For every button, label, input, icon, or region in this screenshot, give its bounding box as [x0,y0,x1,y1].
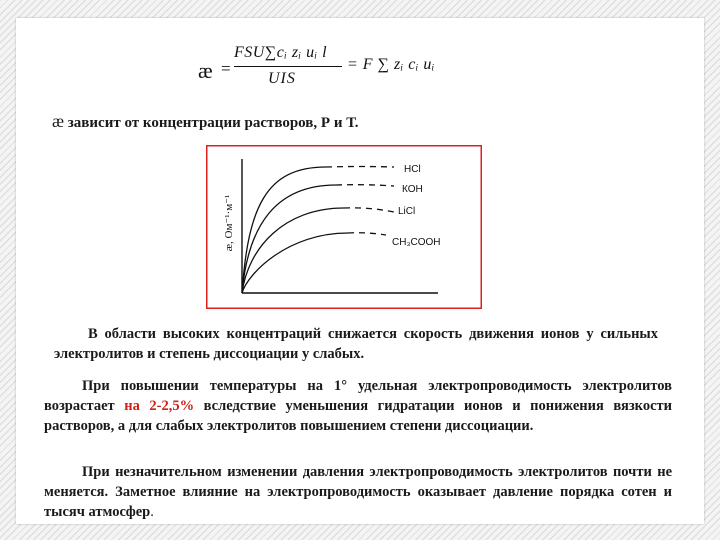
y-axis-label [223,195,235,252]
formula-numerator: FSU∑cᵢ zᵢ uᵢ l [234,44,328,61]
chart-frame [207,146,482,309]
conductivity-chart [206,145,482,309]
series-label-3: LiCl [398,206,416,217]
intro-text: зависит от концентрации растворов, Р и Т. [64,115,359,131]
paragraph-high-concentration: В области высоких концентраций снижается скорость движения ионов у сильных электролитов и степень диссоциации у слабых. [54,326,658,362]
temperature-text-end: вследствие уменьшения гидратации ионов и понижения вязкости растворов, а для слабых электролитов повышением степени диссоциации. [44,398,672,434]
temperature-percent: на 2-2,5% [124,398,195,414]
formula-rhs: = F ∑ zᵢ cᵢ uᵢ [347,56,435,73]
formula-denominator: UIS [268,70,296,87]
formula-fraction-bar [234,66,342,67]
formula-equals: = [221,59,231,78]
paragraph-pressure [44,462,672,522]
y-axis-label-text: æ, Ом⁻¹·м⁻¹ [223,194,235,252]
intro-line [52,111,672,132]
pressure-text: При незначительном изменении давления электропроводимость электролитов почти не меняется. Заметное влияние на электропроводимость оказывает давление порядка сотен и тысяч атмосфер [44,464,672,520]
kappa-symbol: æ [52,111,65,131]
formula-lhs: æ [198,58,213,83]
series-label-4: CH₃COOH [392,237,441,248]
series-label-1: HCl [404,164,421,175]
series-label-2: КОН [402,184,423,195]
pressure-period: . [150,504,154,520]
paragraph-temperature [44,376,672,436]
conductivity-formula [198,42,458,98]
temperature-text: При повышении температуры на 1° удельная электропроводимость электролитов возрастает [44,378,672,414]
